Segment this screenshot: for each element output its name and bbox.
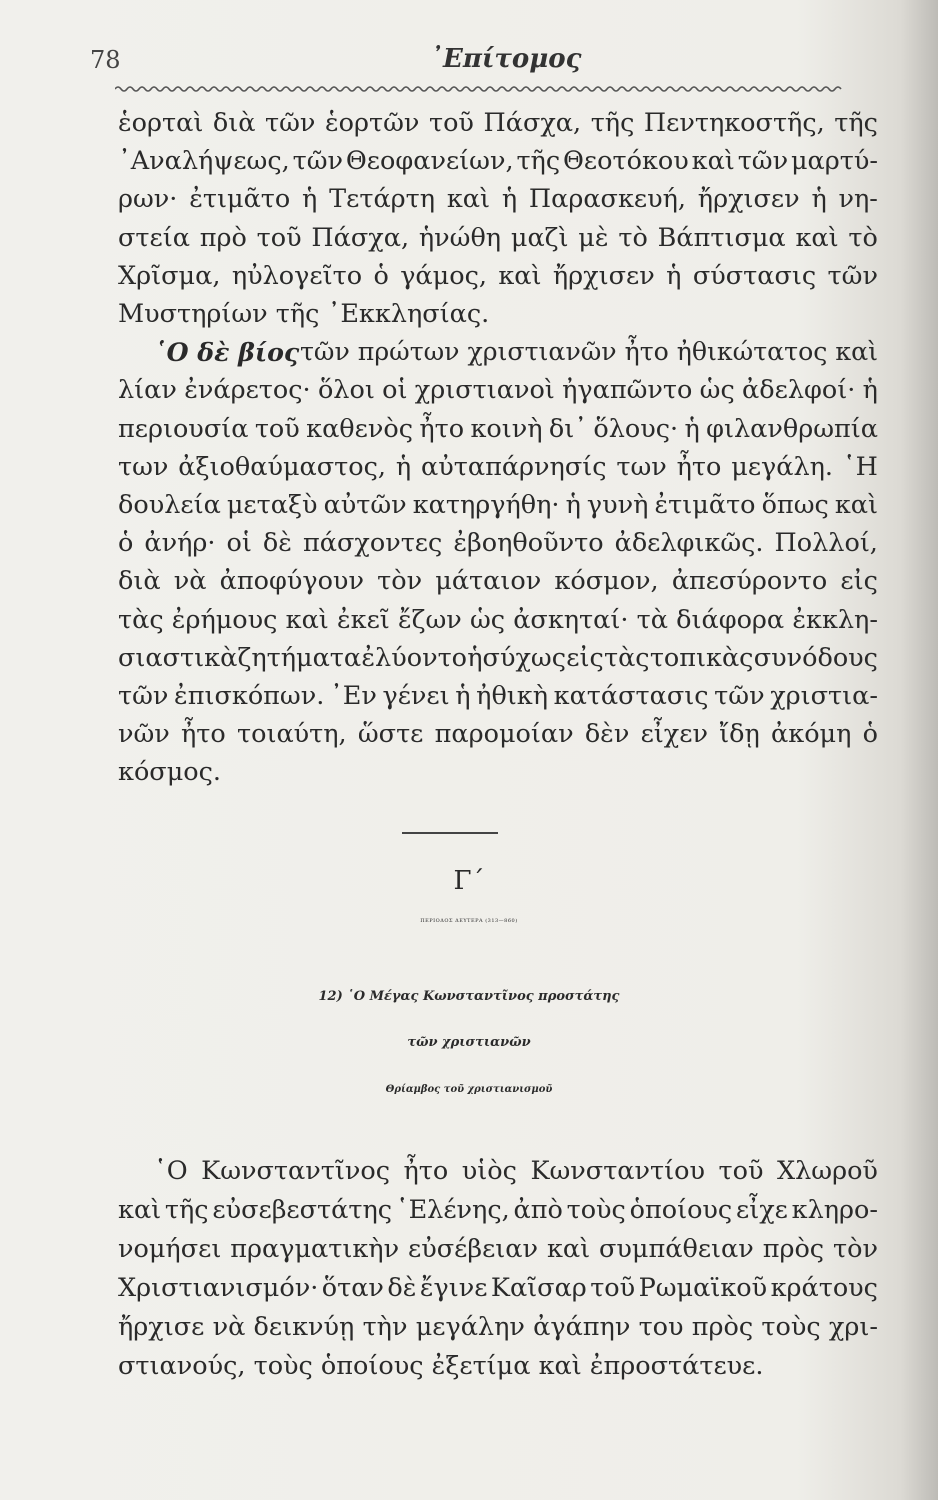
text-line: ρων· ἐτιμᾶτο ἡ Τετάρτη καὶ ἡ Παρασκευή, ἤρχισεν ἡ νη- <box>118 184 878 215</box>
page-header <box>90 40 850 80</box>
text-line: δουλεία μεταξὺ αὐτῶν κατηργήθη· ἡ γυνὴ ἐτιμᾶτο ὅπως καὶ <box>118 490 878 521</box>
header-wavy-rule <box>115 84 845 94</box>
text-line: ᾿Αναλήψεως, τῶν Θεοφανείων, τῆς Θεοτόκου καὶ τῶν μαρτύ- <box>118 146 878 177</box>
text-line: ῾Ο Κωνσταντῖνος ἦτο υἱὸς Κωνσταντίου τοῦ Χλωροῦ <box>154 1156 878 1186</box>
text-line: Μυστηρίων τῆς ᾿Εκκλησίας. <box>118 299 490 330</box>
running-title: ᾿Επίτομος <box>430 44 582 74</box>
text-line-first <box>118 333 878 371</box>
text-line: τῶν ἐπισκόπων. ᾿Εν γένει ἡ ἠθικὴ κατάστασις τῶν χριστια- <box>118 681 878 712</box>
text-line: στεία πρὸ τοῦ Πάσχα, ἡνώθη μαζὶ μὲ τὸ Βάπτισμα καὶ τὸ <box>118 222 878 253</box>
page-number: 78 <box>90 46 121 74</box>
text-line: περιουσία τοῦ καθενὸς ἦτο κοινὴ δι᾿ ὅλους· ἡ φιλανθρωπία <box>118 413 878 444</box>
body-text-top <box>118 104 878 792</box>
text-line: νῶν ἦτο τοιαύτη, ὥστε παρομοίαν δὲν εἶχεν ἴδῃ ἀκόμη ὁ <box>118 719 878 750</box>
text-line: κόσμος. <box>118 757 222 788</box>
subheading: Θρίαμβος τοῦ χριστιανισμοῦ <box>385 1084 553 1095</box>
text-line: σιαστικὰ ζητήματα ἐλύοντο ἡσύχως εἰς τὰς τοπικὰς συνόδους <box>118 642 878 673</box>
text-line: νομήσει πραγματικὴν εὐσέβειαν καὶ συμπάθειαν πρὸς τὸν <box>118 1234 878 1264</box>
text-line: ἤρχισε νὰ δεικνύῃ τὴν μεγάλην ἀγάπην του πρὸς τοὺς χρι- <box>118 1312 878 1342</box>
text-line: Χριστιανισμόν· ὅταν δὲ ἔγινε Καῖσαρ τοῦ Ρωμαϊκοῦ κράτους <box>118 1273 878 1303</box>
text-line: καὶ τῆς εὐσεβεστάτης ῾Ελένης, ἀπὸ τοὺς ὁποίους εἶχε κληρο- <box>118 1195 878 1225</box>
text-line: λίαν ἐνάρετος· ὅλοι οἱ χριστιανοὶ ἠγαπῶντο ὡς ἀδελφοί· ἡ <box>118 375 878 406</box>
section-separator <box>402 832 498 834</box>
first-line-rest: τῶν πρώτων χριστιανῶν ἦτο ἠθικώτατος καὶ <box>300 337 878 367</box>
chapter-heading-line2: τῶν χριστιανῶν <box>407 1035 531 1050</box>
text-line: τὰς ἐρήμους καὶ ἐκεῖ ἔζων ὡς ἀσκηταί· τὰ διάφορα ἐκκλη- <box>118 604 878 635</box>
chapter-heading-line1: 12) ῾Ο Μέγας Κωνσταντῖνος προστάτης <box>318 989 620 1004</box>
text-line: διὰ νὰ ἀποφύγουν τὸν μάταιον κόσμον, ἀπεσύροντο εἰς <box>118 566 878 597</box>
period-heading: ΠΕΡΙΟΔΟΣ ΔΕΥΤΕΡΑ (313—860) <box>420 918 518 924</box>
text-line: στιανούς, τοὺς ὁποίους ἐξετίμα καὶ ἐπροστάτευε. <box>118 1351 764 1381</box>
text-line: ὁ ἀνήρ· οἱ δὲ πάσχοντες ἐβοηθοῦντο ἀδελφικῶς. Πολλοί, <box>118 528 878 559</box>
text-line: των ἀξιοθαύμαστος, ἡ αὐταπάρνησίς των ἦτο μεγάλη. ῾Η <box>118 451 878 482</box>
chapter-heading <box>0 974 938 1066</box>
paragraph-constantine <box>118 1152 878 1386</box>
text-line: Χρῖσμα, ηὐλογεῖτο ὁ γάμος, καὶ ἤρχισεν ἡ σύστασις τῶν <box>118 260 878 291</box>
paragraph-life-of-christians <box>118 333 878 791</box>
paragraph-lead: ῾Ο δὲ βίος <box>154 337 300 368</box>
paragraph-feasts <box>118 104 878 333</box>
text-line: ἑορταὶ διὰ τῶν ἑορτῶν τοῦ Πάσχα, τῆς Πεντηκοστῆς, τῆς <box>118 108 878 138</box>
section-letter: Γ´ <box>453 866 485 896</box>
